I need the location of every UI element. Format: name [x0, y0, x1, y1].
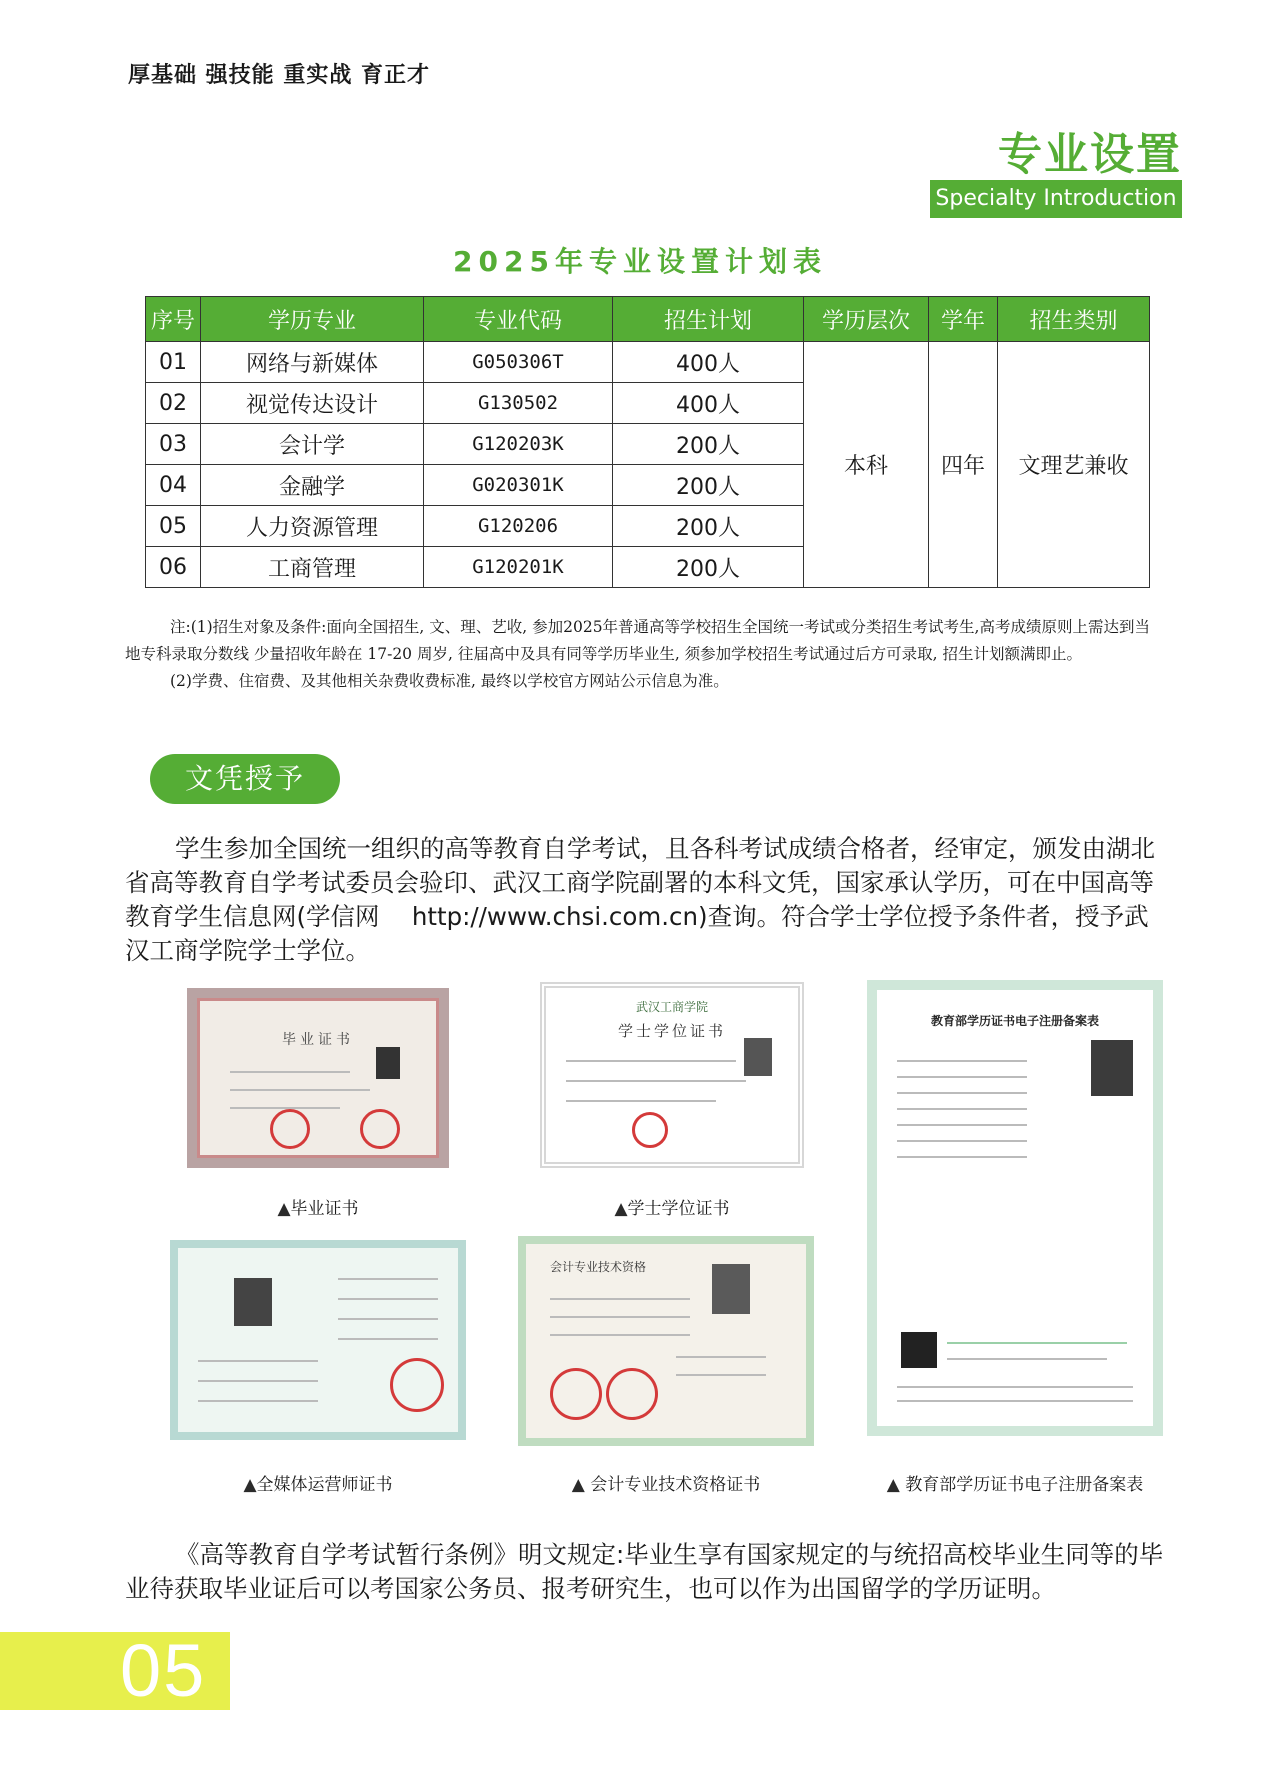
photo-icon [234, 1278, 272, 1326]
header-plan: 招生计划 [613, 297, 804, 342]
cell-major: 会计学 [201, 424, 424, 465]
header-major: 学历专业 [201, 297, 424, 342]
cell-level: 本科 [804, 342, 929, 588]
cell-plan: 200人 [613, 506, 804, 547]
cell-code: G120206 [424, 506, 613, 547]
cell-code: G020301K [424, 465, 613, 506]
caption-graduation: ▲毕业证书 [277, 1199, 359, 1219]
record-title: 教育部学历证书电子注册备案表 [930, 1014, 1099, 1028]
cell-major: 网络与新媒体 [201, 342, 424, 383]
caption-accounting: ▲ 会计专业技术资格证书 [571, 1475, 761, 1495]
cell-major: 工商管理 [201, 547, 424, 588]
note-1: 注:(1)招生对象及条件:面向全国招生, 文、理、艺收, 参加2025年普通高等学校招生全国统一考试或分类招生考试考生,高考成绩原则上需达到当地专科录取分数线 少量招收年龄在 17-20 周岁, 往届高中及具有同等学历毕业生, 须参加学校招生考试通过后方可录取, 招生计划额满即止。 [125, 618, 1150, 663]
cell-years: 四年 [929, 342, 998, 588]
cell-code: G120201K [424, 547, 613, 588]
table-row [146, 342, 1150, 383]
header-category: 招生类别 [998, 297, 1150, 342]
seal-icon [360, 1109, 400, 1149]
table-header-row [146, 297, 1150, 342]
cell-no: 05 [146, 506, 201, 547]
cell-plan: 400人 [613, 383, 804, 424]
seal-icon [550, 1368, 602, 1420]
cell-no: 03 [146, 424, 201, 465]
cell-category: 文理艺兼收 [998, 342, 1150, 588]
cell-plan: 200人 [613, 547, 804, 588]
section-title: 专业设置 [998, 129, 1182, 180]
header-code: 专业代码 [424, 297, 613, 342]
header-no: 序号 [146, 297, 201, 342]
plan-table [145, 296, 1150, 588]
cell-no: 06 [146, 547, 201, 588]
photo-icon [1091, 1040, 1133, 1096]
qr-code-icon [901, 1332, 937, 1368]
cell-plan: 400人 [613, 342, 804, 383]
note-2: (2)学费、住宿费、及其他相关杂费收费标准, 最终以学校官方网站公示信息为准。 [170, 672, 729, 690]
seal-icon [390, 1358, 444, 1412]
triangle-icon: ▲ [886, 1475, 906, 1495]
caption-media-operator: ▲全媒体运营师证书 [243, 1475, 393, 1495]
photo-icon [712, 1264, 750, 1314]
triangle-icon: ▲ [243, 1475, 257, 1495]
caption-degree: ▲学士学位证书 [614, 1199, 730, 1219]
cell-major: 视觉传达设计 [201, 383, 424, 424]
photo-icon [376, 1047, 400, 1079]
caption-registration: ▲ 教育部学历证书电子注册备案表 [886, 1475, 1144, 1495]
triangle-icon: ▲ [277, 1199, 291, 1219]
graduation-certificate-image [187, 988, 449, 1168]
seal-icon [270, 1109, 310, 1149]
cell-major: 金融学 [201, 465, 424, 506]
diploma-section-pill: 文凭授予 [150, 754, 340, 804]
seal-icon [606, 1368, 658, 1420]
registration-record-image [867, 980, 1163, 1436]
cell-code: G120203K [424, 424, 613, 465]
triangle-icon: ▲ [614, 1199, 628, 1219]
accounting-certificate-image [518, 1236, 814, 1446]
section-subtitle: Specialty Introduction [930, 180, 1182, 218]
cell-code: G050306T [424, 342, 613, 383]
header-years: 学年 [929, 297, 998, 342]
media-operator-certificate-image [170, 1240, 466, 1440]
cell-code: G130502 [424, 383, 613, 424]
seal-icon [632, 1112, 668, 1148]
certificate-title: 学士学位证书 [617, 1022, 726, 1040]
cell-major: 人力资源管理 [201, 506, 424, 547]
cell-no: 01 [146, 342, 201, 383]
certificate-title: 会计专业技术资格 [550, 1260, 647, 1274]
header-level: 学历层次 [804, 297, 929, 342]
cell-plan: 200人 [613, 465, 804, 506]
closing-paragraph: 《高等教育自学考试暂行条例》明文规定:毕业生享有国家规定的与统招高校毕业生同等的毕业待获取毕业证后可以考国家公务员、报考研究生，也可以作为出国留学的学历证明。 [125, 1540, 1164, 1603]
cell-plan: 200人 [613, 424, 804, 465]
triangle-icon: ▲ [571, 1475, 591, 1495]
table-notes [125, 614, 1165, 695]
certificate-title: 毕业证书 [282, 1032, 354, 1048]
photo-icon [744, 1038, 772, 1076]
cell-no: 04 [146, 465, 201, 506]
page-number: 05 [120, 1629, 207, 1712]
school-name: 武汉工商学院 [635, 1000, 708, 1014]
diploma-paragraph: 学生参加全国统一组织的高等教育自学考试，且各科考试成绩合格者，经审定，颁发由湖北省高等教育自学考试委员会验印、武汉工商学院副署的本科文凭，国家承认学历，可在中国高等教育学生信息网(学信网 http://www.chsi.com.cn)查询。符合学士学位授予条件者，授予武汉工商学院学士学位。 [125, 834, 1155, 965]
table-title: 2025年专业设置计划表 [453, 245, 827, 278]
slogan: 厚基础 强技能 重实战 育正才 [128, 63, 430, 88]
cell-no: 02 [146, 383, 201, 424]
degree-certificate-image [540, 982, 804, 1168]
